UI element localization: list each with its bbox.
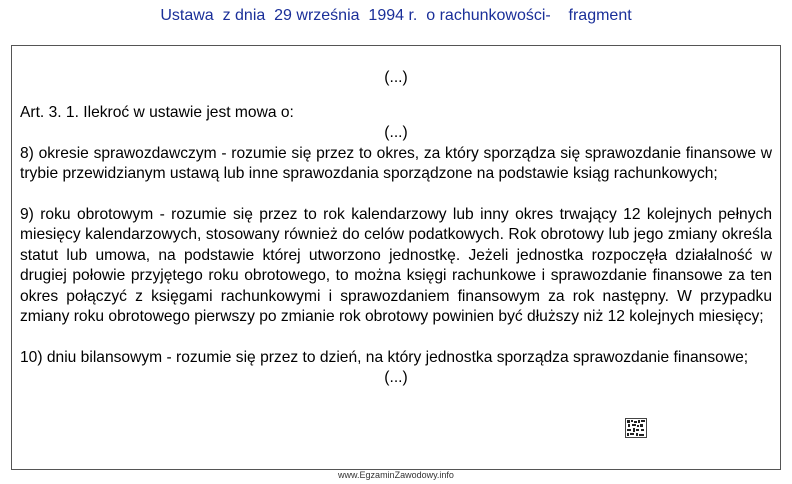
ellipsis-bottom: (...): [384, 369, 408, 386]
item-10-paragraph: 10) dniu bilansowym - rozumie się przez to dzień, na który jednostka sporządza sprawozdanie finansowe;: [20, 348, 749, 366]
article-intro: Art. 3. 1. Ilekroć w ustawie jest mowa o:: [20, 103, 294, 121]
document-content: [20, 68, 772, 389]
item-9-paragraph: 9) roku obrotowym - rozumie się przez to rok kalendarzowy lub inny okres trwający 12 kolejnych pełnych miesięcy kalendarzowych, stosowany również do celów podatkowych. Rok obrotowy lub jego zmiany określa statut lub umowa, na podstawie której utworzono jednostkę. Jeżeli jednostka rozpoczęła działalność w drugiej połowie przyjętego roku obrotowego, to można księgi rachunkowe i sprawozdanie finansowe za ten okres połączyć z księgami rachunkowymi i sprawozdaniem finansowym za rok następny. W przypadku zmiany roku obrotowego pierwszy po zmianie rok obrotowy powinien być dłuższy niż 12 kolejnych miesięcy;: [20, 205, 772, 325]
footer-site-link[interactable]: www.EgzaminZawodowy.info: [338, 470, 454, 480]
ellipsis-top: (...): [384, 69, 408, 86]
ez-info-logo-icon: [625, 418, 647, 438]
document-frame: [11, 45, 781, 470]
item-8-paragraph: 8) okresie sprawozdawczym - rozumie się przez to okres, za który sporządza się sprawozdanie finansowe w trybie przewidzianym ustawą lub inne sprawozdania sporządzone na podstawie ksiąg rachunkowych;: [20, 144, 772, 182]
ellipsis-mid: (...): [384, 124, 408, 141]
page-title: Ustawa z dnia 29 września 1994 r. o rachunkowości- fragment: [160, 7, 632, 24]
